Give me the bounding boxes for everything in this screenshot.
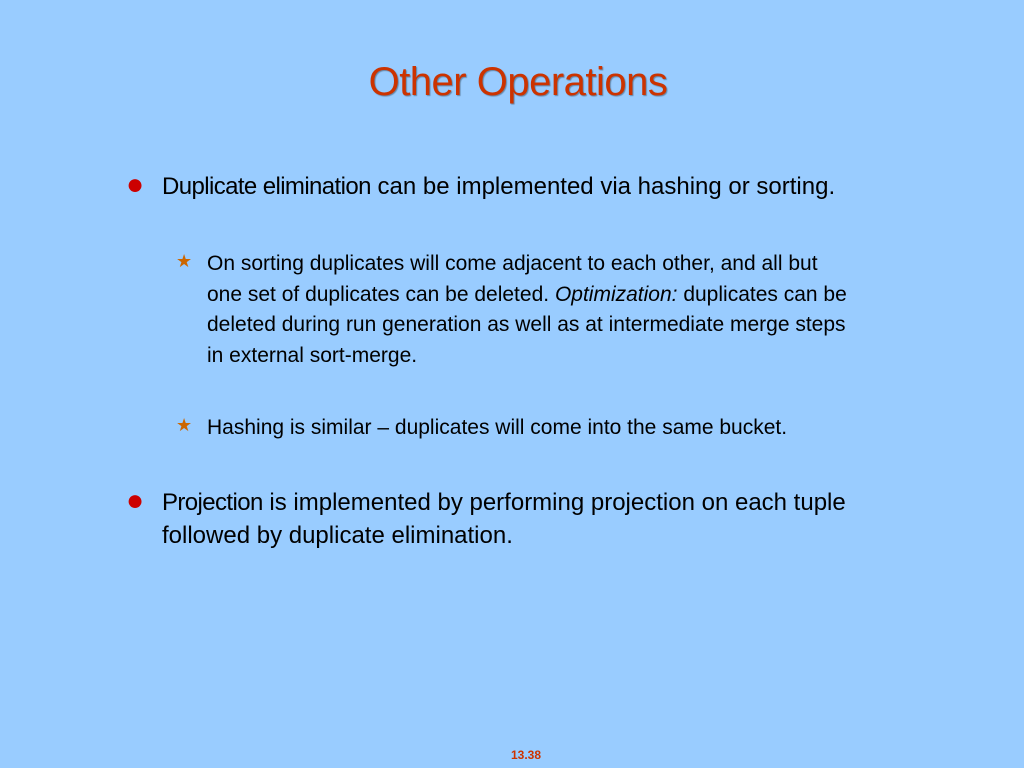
- term-duplicate-elimination: Duplicate elimination: [162, 173, 371, 200]
- bullet-duplicate-elimination: [162, 170, 852, 203]
- star-icon: ★: [176, 415, 193, 435]
- bullet-text: can be implemented via hashing or sorting.: [370, 173, 836, 200]
- bullet-dot-icon: ●: [126, 168, 145, 201]
- sub-bullet-text-rest: duplicates can be deleted during run generation as well as at intermediate merge steps in external sort-merge.: [207, 282, 847, 367]
- sub-bullet-sorting: [207, 249, 847, 371]
- sub-bullet-hashing: [207, 413, 847, 444]
- sub-bullet-text: Hashing is similar – duplicates will come into the same bucket.: [207, 416, 788, 439]
- slide-title: Other Operations: [368, 60, 668, 104]
- bullet-dot-icon: ●: [126, 484, 145, 517]
- term-projection: Projection: [162, 489, 263, 516]
- sub-bullet-text: On sorting duplicates will come adjacent to each other, and all but one set of duplicates can be deleted.: [207, 252, 818, 306]
- page-number: 13.38: [510, 748, 542, 762]
- bullet-text: is implemented by performing projection on each tuple followed by duplicate elimination.: [162, 489, 846, 549]
- star-icon: ★: [176, 251, 193, 271]
- bullet-projection: [162, 486, 852, 552]
- optimization-label: Optimization:: [554, 282, 678, 306]
